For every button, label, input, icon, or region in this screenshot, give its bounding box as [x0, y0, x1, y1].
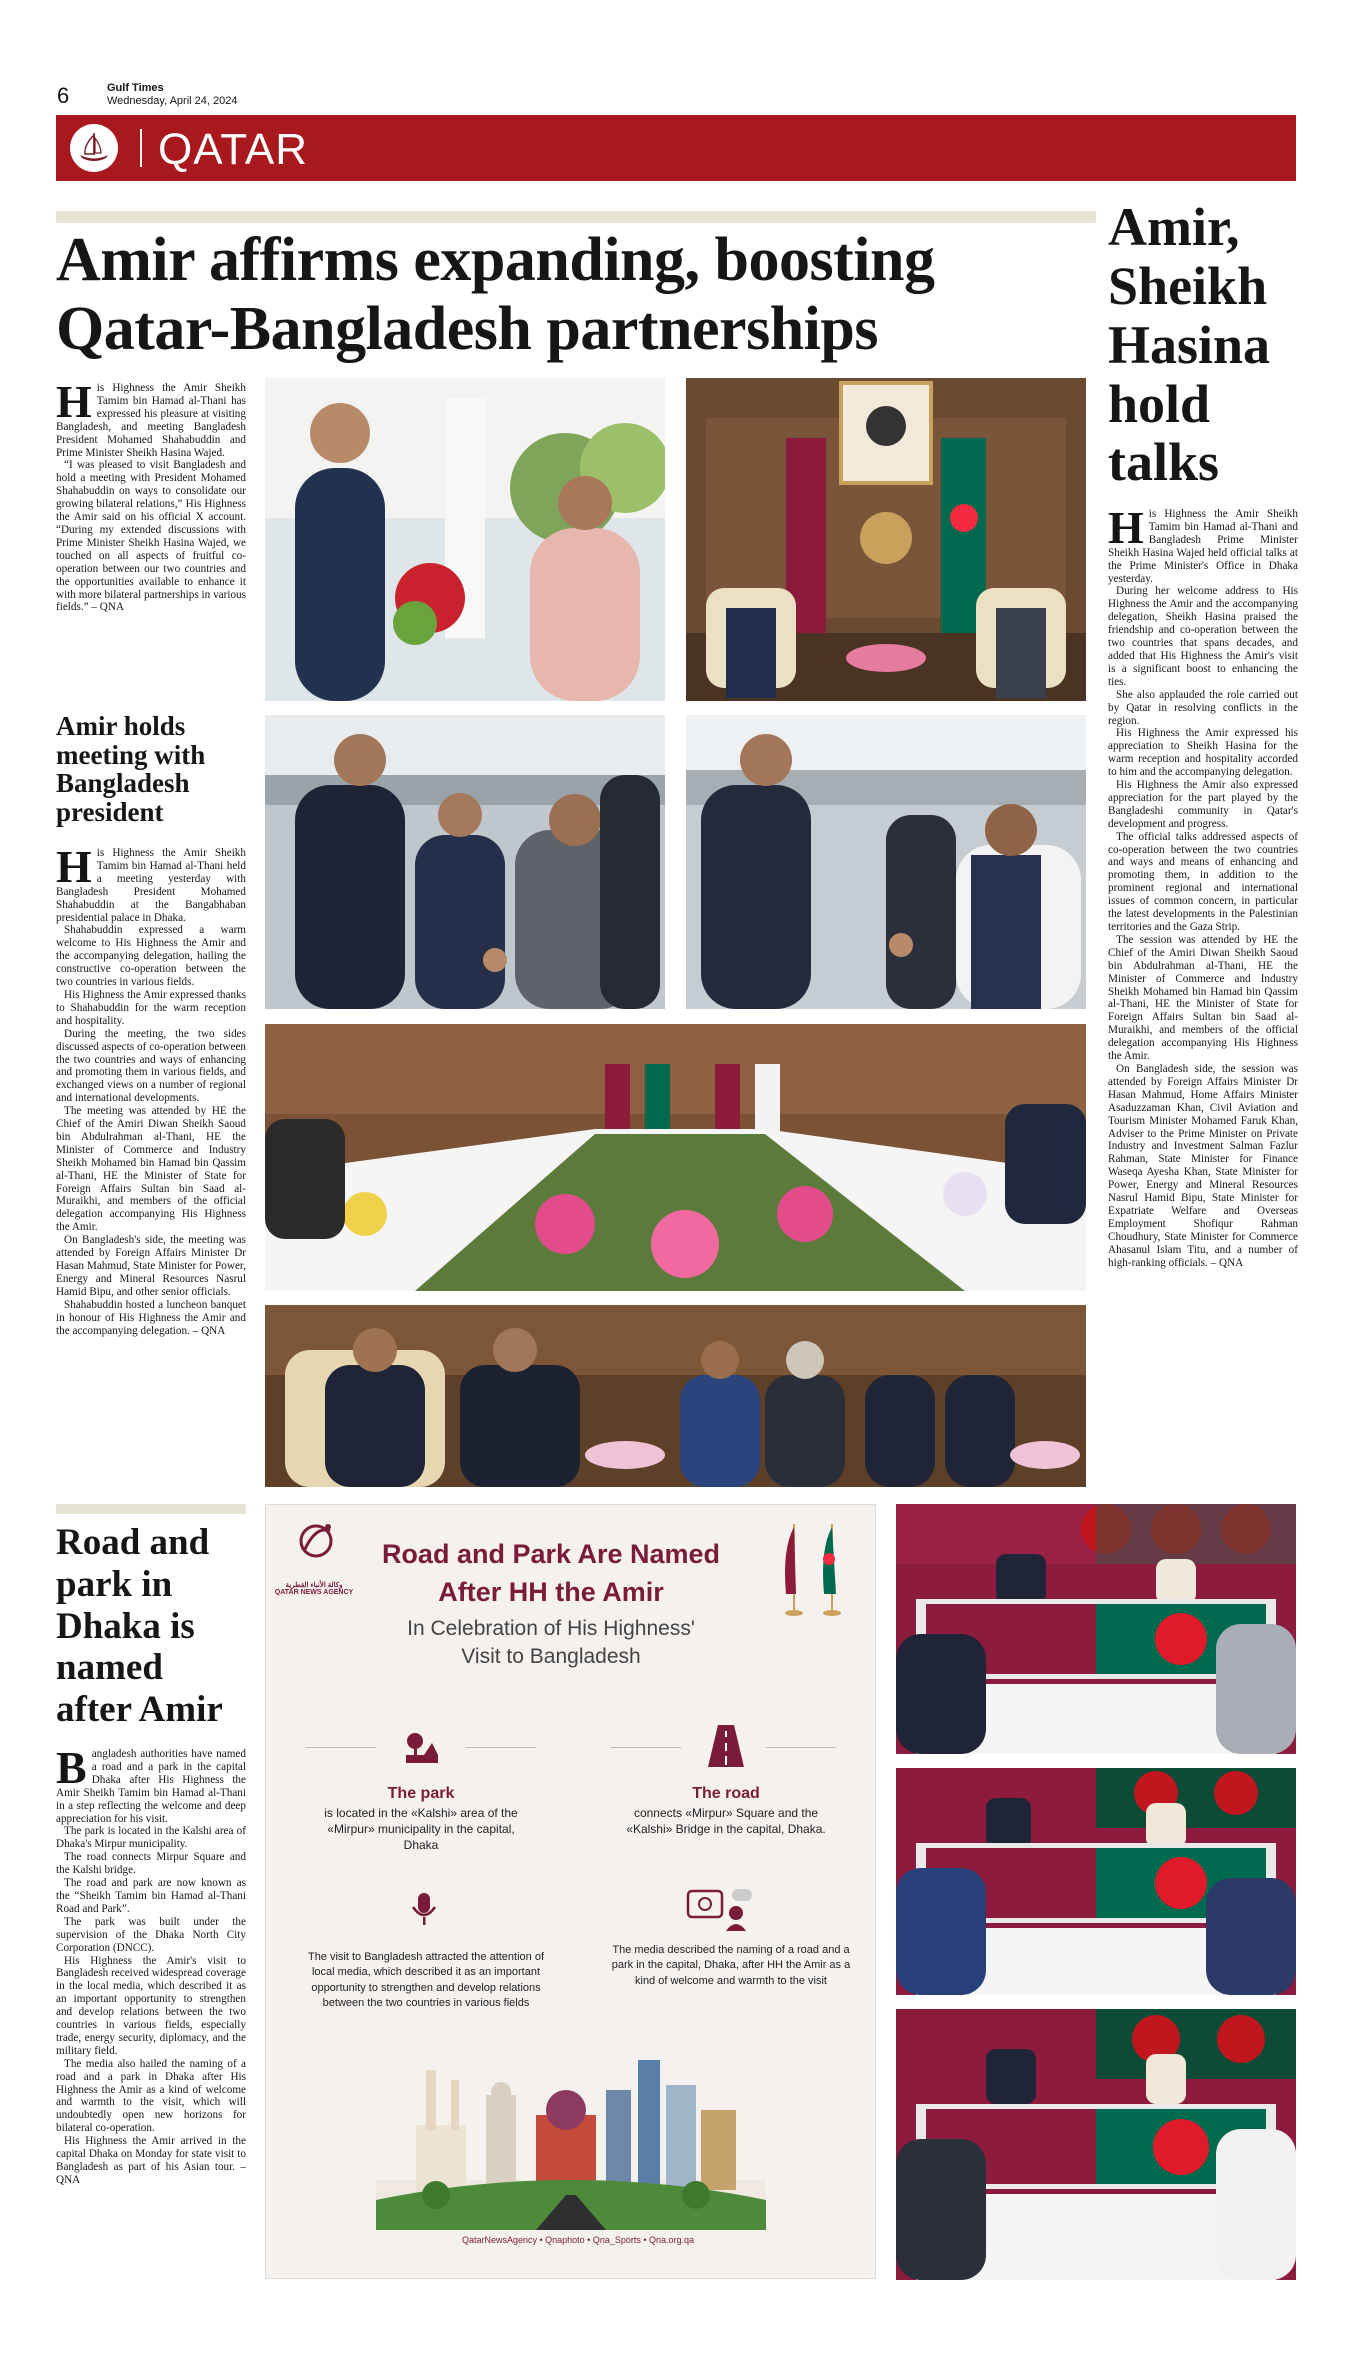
dropcap: H	[56, 376, 92, 427]
paragraph: angladesh authorities have named a road and a park in the capital Dhaka after His Highness the Amir Sheikh Tamim bin Hamad al-Thani in a step reflecting the welcome and deep appreciation for his visit.	[56, 1748, 246, 1825]
publication-name: Gulf Times	[107, 82, 164, 94]
media-screen-icon	[686, 1887, 756, 1931]
agency-arabic: وكالة الأنباء القطرية	[285, 1582, 343, 1589]
road-headline: Road and park in Dhaka is named after Amir	[56, 1522, 223, 1731]
divider	[466, 1747, 536, 1748]
paragraph: The park is located in the Kalshi area of Dhaka's Mirpur municipality.	[56, 1825, 246, 1851]
publication-info	[107, 82, 237, 107]
info-subtitle-line: Visit to Bangladesh	[461, 1644, 641, 1668]
paragraph: On Bangladesh's side, the meeting was attended by Foreign Affairs Minister Dr Hasan Mahmud, State Minister for Power, Energy and Mineral Resources Nasrul Hamid Bipu, and other senior officials.	[56, 1234, 246, 1298]
dropcap: H	[1108, 502, 1144, 553]
park-icon	[402, 1727, 442, 1767]
social-handle[interactable]: Qna_Sports	[592, 2235, 641, 2245]
social-links: QatarNewsAgency • Qnaphoto • Qna_Sports • Qna.org.qa	[461, 2235, 695, 2245]
paragraph: The official talks addressed aspects of co-operation between the two countries and ways and means of enhancing and promoting them, in addition to the prominent regional and international issues of common concern, in particular the latest developments in the Palestinian territories and the Gaza Strip.	[1108, 830, 1298, 933]
road-story-body	[56, 1742, 246, 2187]
divider	[306, 1747, 376, 1748]
park-heading: The park	[387, 1785, 455, 1802]
attention-text: The visit to Bangladesh attracted the attention of local media, which described it as an important opportunity to strengthen and develop relations between the two countries in various fields	[307, 1951, 545, 2010]
media-text: The media described the naming of a road and a park in the capital, Dhaka, after HH the Amir as a kind of welcome and warmth to the visit	[611, 1944, 851, 1987]
social-handle[interactable]: Qna.org.qa	[649, 2235, 695, 2245]
photo-airport-handshake-1	[265, 715, 665, 1009]
agency-english: QATAR NEWS AGENCY	[274, 1589, 354, 1596]
photo-signing-3	[896, 2009, 1296, 2280]
dropcap: H	[56, 841, 92, 892]
photo-talks-flags	[686, 378, 1086, 701]
photo-airport-handshake-2	[686, 715, 1086, 1009]
paragraph: Shahabuddin expressed a warm welcome to His Highness the Amir and the accompanying delegation, hailing the constructive co-operation between the two countries in various fields.	[56, 924, 246, 989]
social-handle[interactable]: Qnaphoto	[545, 2235, 585, 2245]
paragraph: The meeting was attended by HE the Chief of the Amiri Diwan Sheikh Saoud bin Abdulrahman al-Thani, HE the Minister of Commerce and Industry Sheikh Mohamed bin Hamad bin Qassim al-Thani, HE the Minister of State for Foreign Affairs Sultan bin Saad al-Muraikhi, and members of the official delegation accompanying His Highness the Amir.	[56, 1105, 246, 1234]
info-title-line: After HH the Amir	[438, 1577, 664, 1608]
divider	[611, 1747, 681, 1748]
flags-icon	[774, 1519, 854, 1619]
info-subtitle	[361, 1615, 741, 1670]
road-text: connects «Mirpur» Square and the «Kalshi» Bridge in the capital, Dhaka.	[626, 1806, 826, 1837]
park-text: is located in the «Kalshi» area of the «Mirpur» municipality in the capital, Dhaka	[324, 1806, 518, 1853]
president-story-body	[56, 841, 246, 1337]
paragraph: She also applauded the role carried out by Qatar in resolving conflicts in the region.	[1108, 688, 1298, 727]
photo-delegation-talks	[265, 1024, 1086, 1291]
road-heading: The road	[692, 1785, 760, 1802]
road-icon	[706, 1723, 746, 1769]
main-story-body	[56, 376, 246, 614]
dhaka-skyline-illustration	[376, 2030, 766, 2230]
dropcap: B	[56, 1742, 87, 1793]
talks-headline: Amir, Sheikh Hasina hold talks	[1108, 197, 1271, 493]
paragraph: The session was attended by HE the Chief of the Amiri Diwan Sheikh Saoud bin Abdulrahman al-Thani, HE the Minister of Commerce and Industry Sheikh Mohamed bin Hamad bin Qassim al-Thani, HE the Minister of State for Foreign Affairs Sultan bin Saad al-Muraikhi, and members of the official delegation accompanying His Highness the Amir.	[1108, 933, 1298, 1063]
paragraph: His Highness the Amir also expressed appreciation for the part played by the Bangladeshi community in Qatar's development and progress.	[1108, 779, 1298, 830]
qna-logo-icon	[294, 1519, 338, 1567]
info-title-line: Road and Park Are Named	[381, 1539, 721, 1569]
main-headline: Amir affirms expanding, boosting Qatar-Bangladesh partnerships	[56, 226, 935, 364]
microphone-icon	[404, 1889, 444, 1929]
paragraph: On Bangladesh side, the session was attended by Foreign Affairs Minister Dr Hasan Mahmud, Home Affairs Minister Asaduzzaman Khan, Civil Aviation and Tourism Minister Mohamed Faruk Khan, Adviser to the Prime Minister on Private Industry and Investment Salman Fazlur Rahman, State Minister for Finance Waseqa Ayesha Khan, State Minister for Power, Energy and Mineral Resources Nasrul Hamid Bipu, State Minister for Expatriate Welfare and Overseas Employment Shofiqur Rahman Choudhury, State Minister for Commerce Ahasanul Islam Titu, and a number of high-ranking officials. – QNA	[1108, 1062, 1298, 1269]
photo-bouquet-welcome	[265, 378, 665, 701]
road-headline-rule	[56, 1504, 246, 1514]
president-headline: Amir holds meeting with Bangladesh president	[56, 711, 206, 827]
photo-signing-1	[896, 1504, 1296, 1754]
info-subtitle-line: In Celebration of His Highness'	[407, 1617, 695, 1640]
section-title: QATAR	[158, 125, 309, 174]
photo-delegation-seated	[265, 1305, 1086, 1487]
divider	[766, 1747, 836, 1748]
paragraph: His Highness the Amir arrived in the capital Dhaka on Monday for state visit to Bangladesh as part of his Asian tour. – QNA	[56, 2135, 246, 2186]
page-number: 6	[57, 83, 70, 108]
paragraph: Shahabuddin hosted a luncheon banquet in honour of His Highness the Amir and the accompanying delegation. – QNA	[56, 1298, 246, 1337]
section-band	[56, 115, 1296, 181]
paragraph: During her welcome address to His Highness the Amir and the accompanying delegation, Sheikh Hasina praised the friendship and co-operation between the two countries that spans decades, and added that His Highness the Amir's visit is a significant boost to enhancing the ties.	[1108, 585, 1298, 688]
infographic	[265, 1504, 876, 2279]
paragraph: His Highness the Amir's visit to Bangladesh received widespread coverage in the local media, which described it as an important opportunity to strengthen and develop relations between the two countries in various fields, especially trade, energy security, diplomacy, and the military field.	[56, 1954, 246, 2057]
paragraph: During the meeting, the two sides discussed aspects of co-operation between the two countries and ways of enhancing and promoting them in various fields, and exchanged views on a number of regional and international developments.	[56, 1027, 246, 1105]
paragraph: The road and park are now known as the “Sheikh Tamim bin Hamad al-Thani Road and Park”.	[56, 1877, 246, 1915]
paragraph: is Highness the Amir Sheikh Tamim bin Hamad al-Thani and Bangladesh Prime Minister Sheikh Hasina Wajed held official talks at the Prime Minister's Office in Dhaka yesterday.	[1108, 508, 1298, 585]
paragraph: is Highness the Amir Sheikh Tamim bin Hamad al-Thani has expressed his pleasure at visiting Bangladesh, and meeting Bangladesh President Mohamed Shahabuddin and Prime Minister Sheikh Hasina Wajed.	[56, 382, 246, 459]
paragraph: His Highness the Amir expressed his appreciation to Sheikh Hasina for the warm reception and hospitality accorded to him and the accompanying delegation.	[1108, 727, 1298, 779]
paragraph: The road connects Mirpur Square and the Kalshi bridge.	[56, 1851, 246, 1877]
agency-label	[274, 1581, 354, 1596]
paragraph: The media also hailed the naming of a road and a park in Dhaka after His Highness the Amir as a kind of welcome and warmth to the visit, which will undoubtedly open new horizons for bilateral co-operation.	[56, 2057, 246, 2135]
ship-logo-icon	[70, 124, 118, 172]
photo-signing-2	[896, 1768, 1296, 1995]
publication-date: Wednesday, April 24, 2024	[107, 94, 238, 107]
paragraph: His Highness the Amir expressed thanks to Shahabuddin for the warm reception and hospitality.	[56, 988, 246, 1027]
paragraph: is Highness the Amir Sheikh Tamim bin Hamad al-Thani held a meeting yesterday with Bangladesh President Mohamed Shahabuddin at the Bangabhaban presidential palace in Dhaka.	[56, 847, 246, 924]
info-title	[361, 1535, 741, 1612]
paragraph: The park was built under the supervision of the Dhaka North City Corporation (DNCC).	[56, 1915, 246, 1954]
band-divider	[140, 129, 142, 167]
social-handle[interactable]: QatarNewsAgency	[461, 2235, 537, 2245]
paragraph: “I was pleased to visit Bangladesh and hold a meeting with President Mohamed Shahabuddin on ways to consolidate our growing bilateral relations,” His Highness the Amir said on his official X account. “During my extended discussions with Prime Minister Sheikh Hasina Wajed, we touched on all aspects of fruitful co-operation between our two countries and the opportunities available to enhance it with more bilateral partnerships in various fields.” – QNA	[56, 459, 246, 614]
headline-rule	[56, 211, 1096, 223]
talks-story-body	[1108, 502, 1298, 1269]
